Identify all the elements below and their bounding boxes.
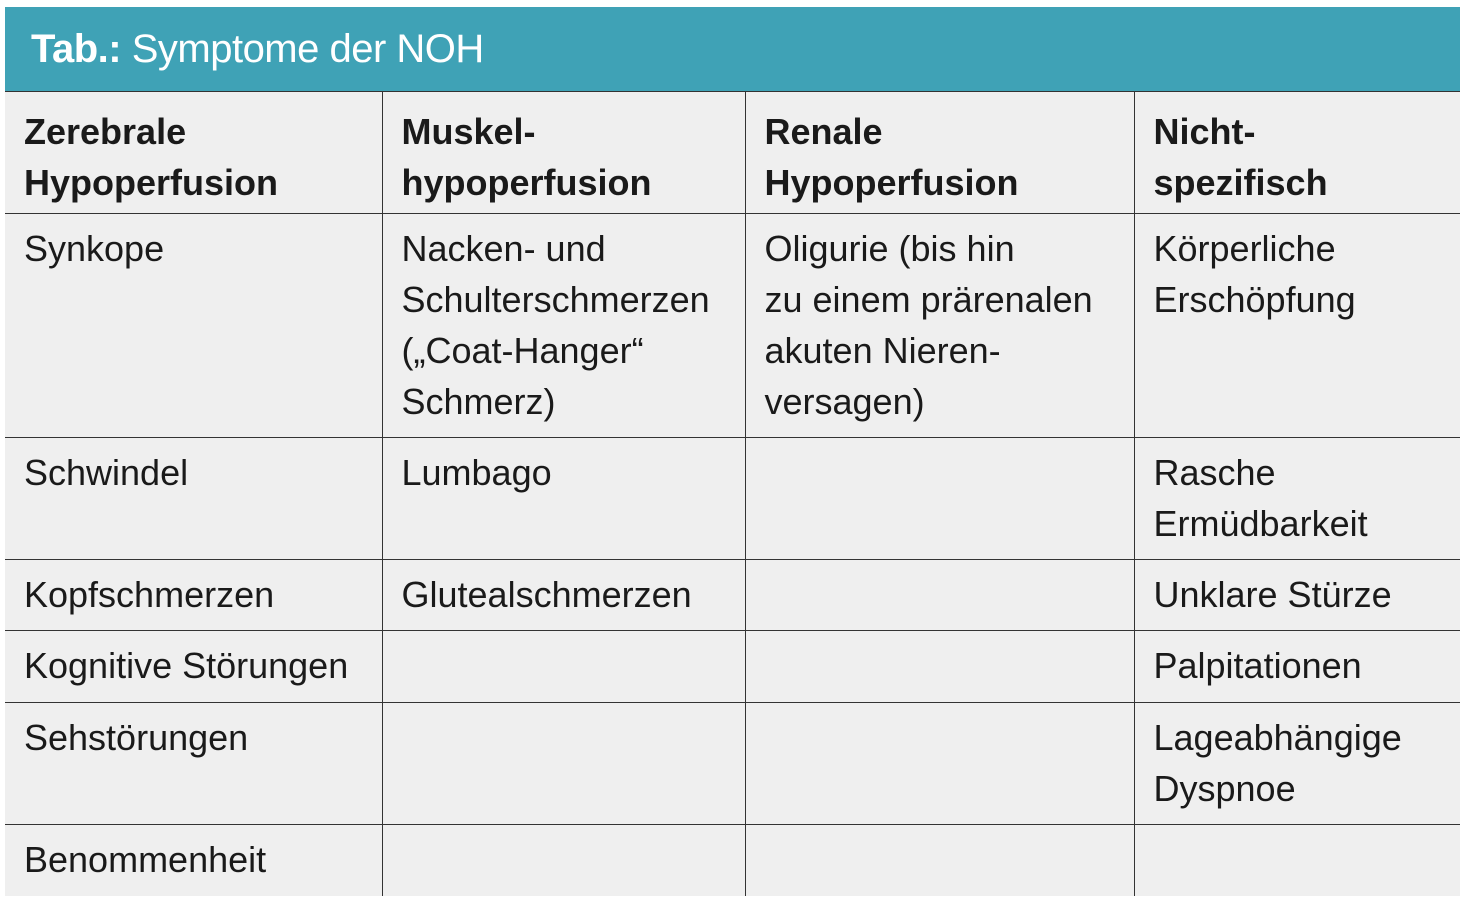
table-header-row [5, 92, 1460, 214]
table-cell: Synkope [5, 214, 382, 438]
table-cell [1134, 825, 1460, 896]
table-row [5, 214, 1460, 438]
column-header-zerebral: Zerebrale Hypoperfusion [5, 92, 382, 214]
column-header-renal: Renale Hypoperfusion [745, 92, 1134, 214]
table-cell [745, 560, 1134, 631]
table-row [5, 438, 1460, 560]
table-cell: Sehstörungen [5, 703, 382, 825]
table-cell: Kognitive Störungen [5, 631, 382, 703]
symptom-table-panel [5, 7, 1460, 896]
table-title-text: Symptome der NOH [131, 27, 484, 71]
table-row [5, 825, 1460, 896]
table-cell: Benommenheit [5, 825, 382, 896]
table-cell [745, 631, 1134, 703]
table-row [5, 560, 1460, 631]
table-row [5, 703, 1460, 825]
table-cell: Rasche Ermüdbarkeit [1134, 438, 1460, 560]
column-header-muskel: Muskel- hypoperfusion [382, 92, 745, 214]
table-cell: Glutealschmerzen [382, 560, 745, 631]
table-cell [745, 438, 1134, 560]
table-cell: Unklare Stürze [1134, 560, 1460, 631]
symptom-table [5, 91, 1460, 896]
table-cell: Lageabhängige Dyspnoe [1134, 703, 1460, 825]
table-cell [382, 703, 745, 825]
table-cell: Kopfschmerzen [5, 560, 382, 631]
table-cell: Palpitationen [1134, 631, 1460, 703]
table-cell: Schwindel [5, 438, 382, 560]
table-title-bar [5, 7, 1460, 91]
table-cell: Lumbago [382, 438, 745, 560]
table-cell [745, 825, 1134, 896]
table-row [5, 631, 1460, 703]
table-title-prefix: Tab.: [31, 27, 122, 71]
table-cell [382, 825, 745, 896]
table-cell [382, 631, 745, 703]
table-cell: Nacken- und Schulterschmerzen („Coat-Hanger“ Schmerz) [382, 214, 745, 438]
table-cell: Oligurie (bis hin zu einem prärenalen akuten Nieren- versagen) [745, 214, 1134, 438]
column-header-unspezifisch: Nicht- spezifisch [1134, 92, 1460, 214]
table-cell: Körperliche Erschöpfung [1134, 214, 1460, 438]
table-cell [745, 703, 1134, 825]
